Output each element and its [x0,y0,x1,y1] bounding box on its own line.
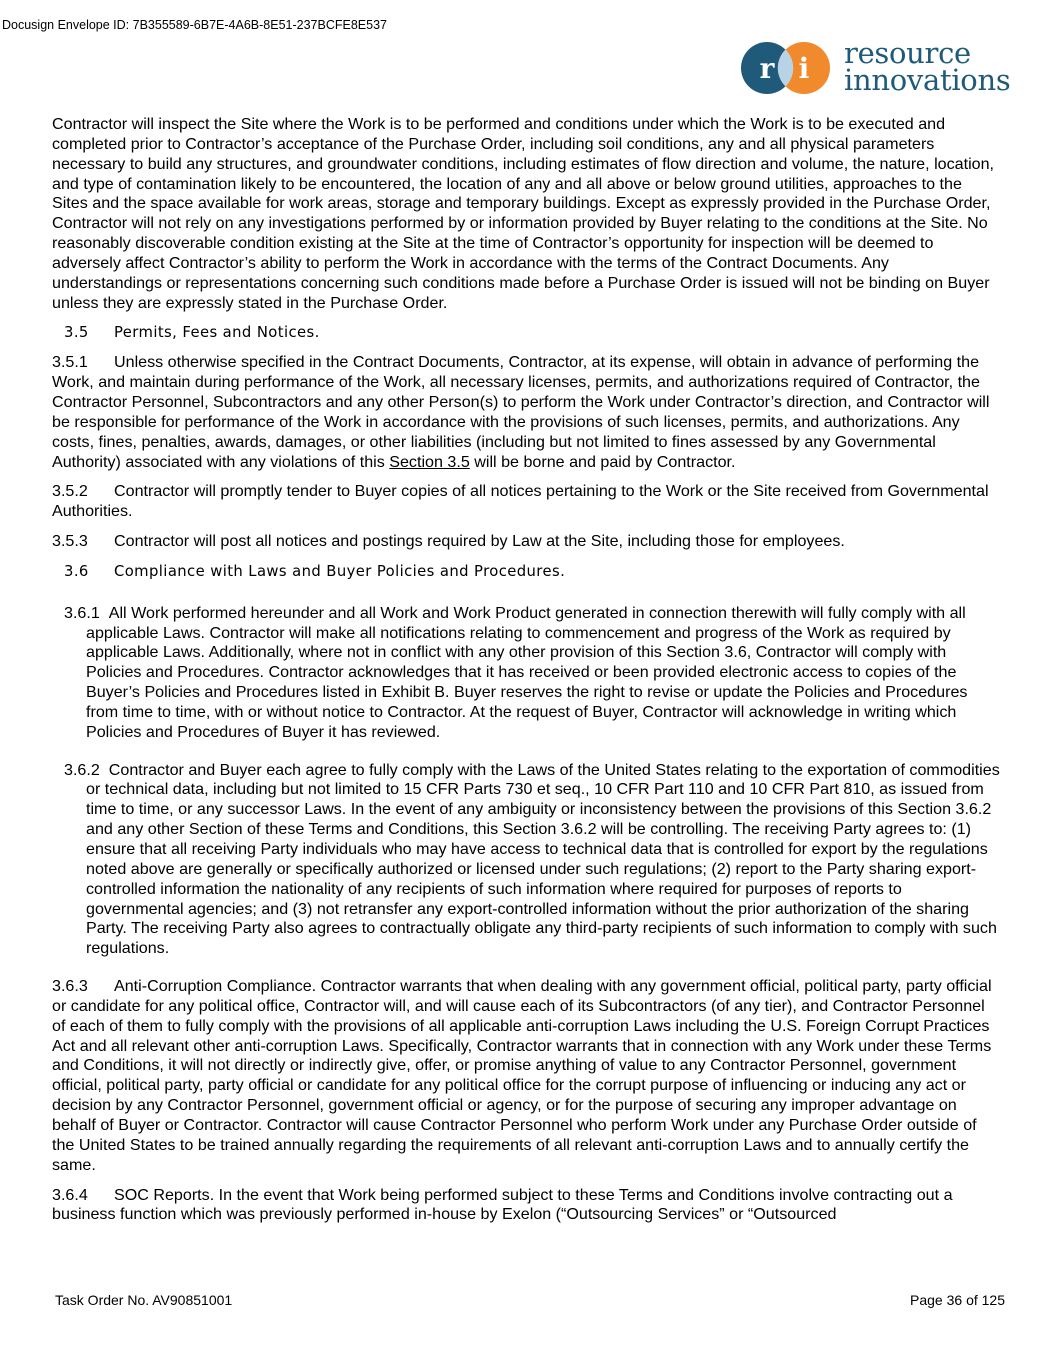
section-text: All Work performed hereunder and all Work and Work Product generated in connection therewith will fully comply with all applicable Laws. Contractor will make all notifications relating to commencement and progress of the Work as required by applicable Laws. Additionally, where not in conflict with any other provision of this Section 3.6, Contractor will comply with Policies and Procedures. Contractor acknowledges that it has received or been provided electronic access to copies of the Buyer’s Policies and Procedures listed in Exhibit B. Buyer reserves the right to revise or update the Policies and Procedures from time to time, with or without notice to Contractor. At the request of Buyer, Contractor will acknowledge in writing which Policies and Procedures of Buyer it has reviewed. [86,603,968,741]
page-number: Page 36 of 125 [910,1292,1005,1308]
section-text: Contractor will promptly tender to Buyer copies of all notices pertaining to the Work or the Site received from Governmental Authorities. [52,482,989,521]
paragraph-3-6-2 [52,761,1002,959]
heading-title: Permits, Fees and Notices. [114,324,320,342]
paragraph-3-5-2 [52,482,1002,522]
section-text: Unless otherwise specified in the Contract Documents, Contractor, at its expense, will obtain in advance of performing the Work, and maintain during performance of the Work, all necessary licenses, permits, and authorizations required of Contractor, the Contractor Personnel, Subcontractors and any other Person(s) to perform the Work under Contractor’s direction, and Contractor will be responsible for performance of the Work in accordance with the provisions of such licenses, permits, and authorizations. Any costs, fines, penalties, awards, damages, or other liabilities (including but not limited to fines assessed by any Governmental Authority) associated with any violations of this [52,353,990,471]
envelope-id: Docusign Envelope ID: 7B355589-6B7E-4A6B-8E51-237BCFE8E537 [2,18,387,32]
section-number: 3.5.1 [52,353,88,372]
section-3-5-link[interactable]: Section 3.5 [389,452,470,471]
heading-number: 3.5 [64,324,89,342]
document-body [52,115,1002,1235]
logo-word-resource: resource [844,36,971,70]
logo-word-innovations: innovations [844,63,1011,97]
heading-3-6 [64,562,1002,582]
section-number: 3.6.3 [52,977,88,996]
section-text: Anti-Corruption Compliance. Contractor warrants that when dealing with any government official, political party, party official or candidate for any political office, Contractor will, and will cause each of its Subcontractors (of any tier), and Contractor Personnel of each of them to fully comply with the provisions of all applicable anti-corruption Laws including the U.S. Foreign Corrupt Practices Act and all relevant other anti-corruption Laws. Specifically, Contractor warrants that in connection with any Work under these Terms and Conditions, it will not directly or indirectly give, offer, or promise anything of value to any Contractor Personnel, government official, political party, party official or candidate for any political office for the corrupt purpose of influencing or inducing any act or decision by any Contractor Personnel, government official or agency, or for the purpose of securing any improper advantage on behalf of Buyer or Contractor. Contractor will cause Contractor Personnel who perform Work under any Purchase Order outside of the United States to be trained annually regarding the requirements of all relevant anti-corruption Laws and to annually certify the same. [52,977,992,1174]
heading-number: 3.6 [64,562,89,580]
section-number: 3.6.4 [52,1185,88,1204]
heading-3-5 [64,323,1002,343]
paragraph-site-inspection: Contractor will inspect the Site where the Work is to be performed and conditions under which the Work is to be executed and completed prior to Contractor’s acceptance of the Purchase Order, including soil conditions, any and all physical parameters necessary to build any structures, and groundwater conditions, including estimates of flow direction and volume, the nature, location, and type of contamination likely to be encountered, the location of any and all above or below ground utilities, approaches to the Sites and the space available for work areas, storage and temporary buildings. Except as expressly provided in the Purchase Order, Contractor will not rely on any investigations performed by or information provided by Buyer relating to the conditions at the Site. No reasonably discoverable condition existing at the Site at the time of Contractor’s opportunity for inspection will be deemed to adversely affect Contractor’s ability to perform the Work in accordance with the terms of the Contract Documents. Any understandings or representations concerning such conditions made before a Purchase Order is issued will not be binding on Buyer unless they are expressly stated in the Purchase Order. [52,115,995,312]
company-logo [740,36,1015,98]
logo-mark-r: r [759,52,775,85]
section-number: 3.5.3 [52,532,88,551]
paragraph-3-6-3 [52,977,1002,1175]
heading-title: Compliance with Laws and Buyer Policies and Procedures. [114,562,566,580]
paragraph-3-6-4 [52,1186,1002,1226]
section-text: Contractor will post all notices and postings required by Law at the Site, including those for employees. [114,532,845,551]
task-order-number: Task Order No. AV90851001 [55,1292,233,1308]
logo-mark-icon [740,40,836,98]
section-text: SOC Reports. In the event that Work being performed subject to these Terms and Conditions involve contracting out a business function which was previously performed in-house by Exelon (“Outsourcing Services” or “Outsourced [52,1185,953,1224]
section-number: 3.5.2 [52,482,88,501]
section-text-end: will be borne and paid by Contractor. [469,452,736,471]
paragraph-3-6-1 [52,604,1002,743]
section-number: 3.6.2 [64,760,100,779]
paragraph-3-5-1 [52,353,1002,472]
paragraph-3-5-3 [52,532,1002,552]
section-number: 3.6.1 [64,603,100,622]
logo-mark-i: i [798,52,810,85]
section-text: Contractor and Buyer each agree to fully comply with the Laws of the United States relating to the exportation of commodities or technical data, including but not limited to 15 CFR Parts 730 et seq., 10 CFR Part 110 and 10 CFR Part 810, as issued from time to time, or any successor Laws. In the event of any ambiguity or inconsistency between the provisions of this Section 3.6.2 and any other Section of these Terms and Conditions, this Section 3.6.2 will be controlling. The receiving Party agrees to: (1) ensure that all receiving Party individuals who may have access to technical data that is controlled for export by the regulations noted above are generally or specifically authorized or licensed under such regulations; (2) report to the Party sharing export-controlled information the nationality of any recipients of such information where required for purposes of reports to governmental agencies; and (3) not retransfer any export-controlled information without the prior authorization of the sharing Party. The receiving Party also agrees to contractually obligate any third-party recipients of such information to comply with such regulations. [86,760,1000,958]
